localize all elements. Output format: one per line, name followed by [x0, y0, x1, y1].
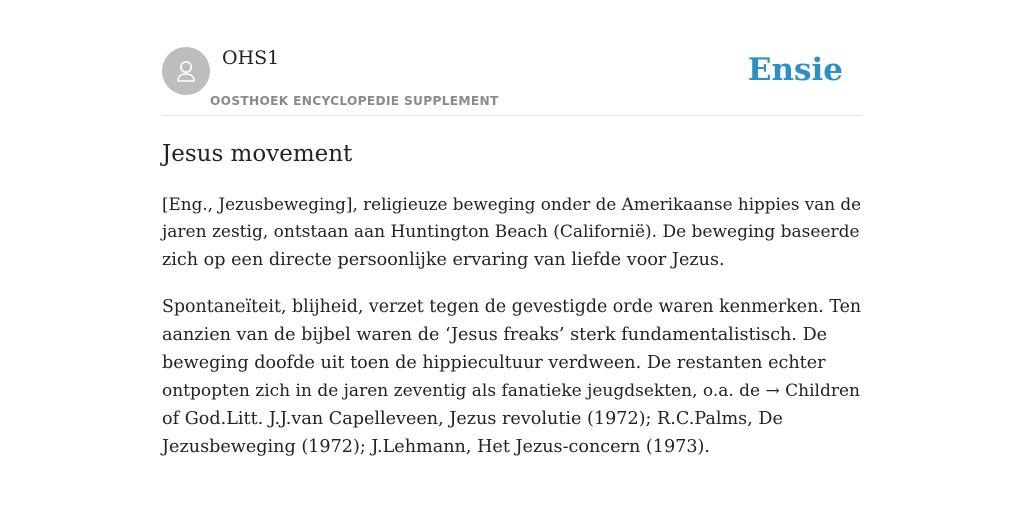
- paragraph-line: aanzien van de bijbel waren de ‘Jesus freaks’ sterk fundamentalistisch. De: [162, 325, 828, 345]
- source-name[interactable]: OOSTHOEK ENCYCLOPEDIE SUPPLEMENT: [210, 94, 499, 108]
- article: [162, 138, 862, 480]
- paragraph-line-with-link[interactable]: ontpopten zich in de jaren zeventig als fanatieke jeugdsekten, o.a. de → Children: [162, 381, 861, 401]
- source-code[interactable]: OHS1: [222, 47, 280, 69]
- paragraph-line: zich op een directe persoonlijke ervaring van liefde voor Jezus.: [162, 250, 725, 270]
- article-paragraph: [162, 293, 862, 461]
- brand-logo[interactable]: Ensie: [747, 52, 843, 88]
- source-avatar[interactable]: [162, 47, 210, 95]
- paragraph-line: Spontaneïteit, blijheid, verzet tegen de gevestigde orde waren kenmerken. Ten: [162, 297, 862, 317]
- header-divider: [162, 115, 862, 116]
- paragraph-line: of God.Litt. J.J.van Capelleveen, Jezus revolutie (1972); R.C.Palms, De: [162, 409, 783, 429]
- paragraph-line: beweging doofde uit toen de hippiecultuur verdween. De restanten echter: [162, 353, 826, 373]
- article-title: Jesus movement: [162, 141, 353, 167]
- paragraph-line: Jezusbeweging (1972); J.Lehmann, Het Jezus-concern (1973).: [162, 437, 710, 457]
- paragraph-line: [Eng., Jezusbeweging], religieuze beweging onder de Amerikaanse hippies van de: [162, 194, 862, 214]
- user-icon: [162, 47, 210, 95]
- paragraph-line: jaren zestig, ontstaan aan Huntington Beach (Californië). De beweging baseerde: [162, 222, 860, 242]
- article-paragraph: [162, 190, 862, 274]
